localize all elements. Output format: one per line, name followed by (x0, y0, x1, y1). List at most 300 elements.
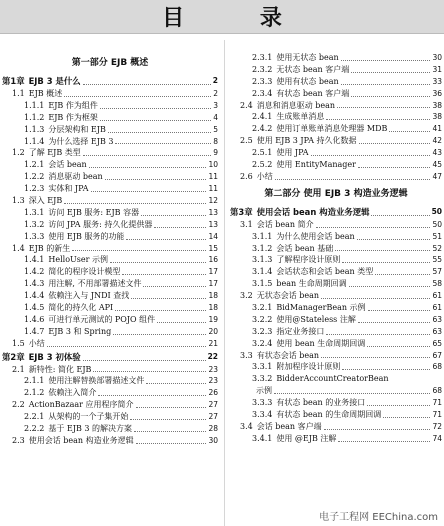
toc-entry[interactable] (2, 183, 218, 195)
toc-entry[interactable] (2, 243, 218, 255)
leader-dots (98, 395, 206, 396)
entry-number: 1.2.3 (24, 184, 45, 194)
toc-entry[interactable] (230, 243, 442, 255)
entry-title: 依赖注入与 JNDI 查找 (48, 291, 130, 301)
entry-title: 依赖注入简介 (48, 388, 97, 398)
entry-number: 1.4.2 (24, 267, 45, 277)
entry-title: 简化的持久化 API (48, 303, 114, 313)
toc-chapter[interactable] (2, 74, 218, 88)
entry-number: 1.5 (12, 338, 25, 348)
toc-entry[interactable] (2, 302, 218, 314)
entry-title: 指定业务接口 (276, 326, 325, 336)
toc-entry[interactable] (2, 207, 218, 219)
leader-dots (105, 179, 207, 180)
entry-number: 2.3.2 (252, 64, 273, 74)
page-number: 47 (432, 171, 442, 181)
page-number: 17 (208, 279, 218, 289)
entry-title: 使用 JPA (276, 148, 309, 158)
entry-title: EJB 3 初体验 (28, 351, 81, 362)
entry-number: 2.4.1 (252, 112, 273, 122)
leader-dots (91, 191, 207, 192)
entry-title: 使用注解替换部署描述文件 (48, 376, 145, 386)
toc-entry[interactable] (2, 219, 218, 231)
entry-number: 1.3.1 (24, 207, 45, 217)
entry-number: 2.2.1 (24, 412, 45, 422)
leader-dots (136, 407, 207, 408)
entry-number: 2.1 (12, 364, 25, 374)
leader-dots (341, 84, 431, 85)
leader-dots (359, 143, 431, 144)
page-number: 38 (432, 112, 442, 122)
page-number: 17 (208, 267, 218, 277)
part-title: 第二部分 使用 EJB 3 构造业务逻辑 (264, 188, 408, 199)
toc-entry[interactable] (2, 326, 218, 338)
leader-dots (341, 60, 431, 61)
entry-title: bean 生命周期回调 (276, 279, 347, 289)
leader-dots (324, 429, 431, 430)
entry-title: 会话 bean 简介 (256, 219, 314, 229)
entry-title: 有状态 bean 的业务接口 (276, 398, 366, 408)
toc-entry[interactable] (230, 159, 442, 171)
toc-chapter[interactable] (230, 205, 442, 219)
entry-number: 3.3.4 (252, 410, 273, 420)
leader-dots (357, 239, 431, 240)
page-number: 51 (432, 231, 442, 241)
page-number: 3 (213, 100, 218, 110)
toc-entry[interactable] (230, 397, 442, 409)
entry-number: 3.2.1 (252, 303, 273, 313)
toc-entry[interactable] (230, 147, 442, 159)
entry-title: ActionBazaar 应用程序简介 (28, 400, 134, 410)
page-number: 14 (208, 231, 218, 241)
leader-dots (383, 417, 430, 418)
page-number: 45 (432, 160, 442, 169)
entry-number: 2.5.1 (252, 148, 273, 158)
toc-entry[interactable] (2, 171, 218, 183)
entry-title: 会话 bean (48, 160, 87, 170)
toc-entry[interactable] (2, 423, 218, 435)
page-number: 15 (208, 243, 218, 253)
page-number: 30 (432, 52, 442, 62)
entry-number: 3.1.2 (252, 243, 273, 253)
page-number: 61 (432, 303, 442, 313)
toc-entry[interactable] (230, 350, 442, 362)
leader-dots (89, 167, 207, 168)
page-number: 71 (432, 398, 442, 408)
entry-number: 2.3 (12, 435, 25, 445)
page-number: 18 (208, 291, 218, 301)
column-divider (224, 40, 225, 526)
entry-number: 第3章 (230, 206, 253, 217)
entry-title: EJB 3 和 Spring (48, 326, 112, 336)
page-number: 68 (432, 386, 442, 396)
toc-entry[interactable] (230, 433, 442, 445)
entry-number: 2.4 (240, 100, 253, 110)
leader-dots (146, 383, 206, 384)
page-number: 13 (208, 207, 218, 217)
entry-title: 使用无状态 bean (276, 52, 339, 62)
entry-number: 3.3.3 (252, 398, 273, 408)
leader-dots (72, 250, 206, 251)
leader-dots (338, 441, 430, 442)
entry-title: 使用订单账单消息处理器 MDB (276, 124, 388, 134)
leader-dots (335, 250, 430, 251)
leader-dots (342, 262, 430, 263)
leader-dots (275, 179, 431, 180)
toc-entry[interactable] (230, 254, 442, 266)
page-number: 19 (208, 314, 218, 324)
leader-dots (326, 334, 430, 335)
entry-title: 使用 EntityManager (276, 160, 356, 169)
page-number: 71 (432, 410, 442, 420)
leader-dots (389, 131, 430, 132)
leader-dots (136, 443, 207, 444)
leader-dots (110, 262, 207, 263)
entry-number: 1.4.7 (24, 326, 45, 336)
entry-number: 第2章 (2, 351, 25, 362)
entry-number: 3.4.1 (252, 433, 273, 443)
page-number: 68 (432, 362, 442, 372)
entry-title: 使用 EJB 3 JPA 持久化数据 (256, 136, 357, 146)
toc-entry[interactable] (230, 314, 442, 326)
toc-entry[interactable] (230, 266, 442, 278)
entry-title: 用注解, 不用部署描述文件 (48, 279, 142, 289)
toc-entry[interactable] (230, 100, 442, 112)
toc-entry[interactable] (2, 399, 218, 411)
page-number: 2 (212, 76, 218, 85)
leader-dots (64, 203, 206, 204)
toc-entry[interactable] (230, 52, 442, 64)
leader-dots (154, 227, 206, 228)
toc-entry[interactable] (230, 219, 442, 231)
leader-dots (108, 132, 211, 133)
leader-dots (375, 274, 430, 275)
toc-entry[interactable] (2, 278, 218, 290)
entry-title: 消息驱动 bean (48, 172, 103, 182)
toc-entry[interactable] (2, 435, 218, 447)
entry-title: 有状态会话 bean (256, 350, 320, 360)
page-number: 23 (208, 364, 218, 374)
entry-title: 了解 EJB 类型 (28, 148, 81, 158)
page-number: 72 (432, 421, 442, 431)
page-number: 22 (207, 351, 218, 361)
toc-entry[interactable] (2, 387, 218, 399)
toc-entry[interactable] (2, 159, 218, 171)
entry-number: 1.2 (12, 148, 25, 158)
toc-entry[interactable] (2, 231, 218, 243)
leader-dots (83, 84, 211, 85)
entry-title: 访问 JPA 服务: 持久化提供器 (48, 219, 153, 229)
page-number: 21 (208, 338, 218, 348)
toc-entry[interactable] (2, 136, 218, 148)
toc-entry[interactable] (230, 361, 442, 373)
entry-number: 2.1.1 (24, 376, 45, 386)
page-number: 18 (208, 303, 218, 313)
page-number: 4 (213, 112, 218, 122)
entry-title: 示例 (256, 386, 272, 396)
page-number: 23 (208, 376, 218, 386)
leader-dots (371, 215, 429, 216)
leader-dots (321, 298, 430, 299)
entry-title: 访问 EJB 服务: EJB 容器 (48, 207, 140, 217)
entry-title: 使用 EJB 服务的功能 (48, 231, 125, 241)
toc-entry[interactable] (230, 385, 442, 397)
entry-number: 3.1.4 (252, 267, 273, 277)
leader-dots (122, 274, 206, 275)
leader-dots (113, 334, 206, 335)
entry-number: 1.1 (12, 88, 25, 98)
entry-title: 实体和 JPA (48, 184, 89, 194)
leader-dots (367, 405, 430, 406)
watermark: 电子工程网 EEChina.com (317, 508, 440, 523)
leader-dots (157, 322, 206, 323)
leader-dots (342, 369, 430, 370)
entry-number: 1.1.2 (24, 112, 45, 122)
entry-number: 1.4.4 (24, 291, 45, 301)
entry-number: 1.1.3 (24, 124, 45, 134)
toc-entry[interactable] (230, 64, 442, 76)
toc-entry[interactable] (230, 290, 442, 302)
entry-title: EJB 概述 (28, 88, 63, 98)
entry-title: 会话状态和会话 bean 类型 (276, 267, 374, 277)
page-number: 58 (432, 279, 442, 289)
entry-number: 3.1.1 (252, 231, 273, 241)
toc-entry[interactable] (2, 124, 218, 136)
page-number: 36 (432, 88, 442, 98)
entry-number: 1.4 (12, 243, 25, 253)
entry-title: 使用会话 bean 构造业务逻辑 (28, 435, 134, 445)
page-number: 26 (208, 388, 218, 398)
toc-entry[interactable] (2, 364, 218, 376)
leader-dots (130, 419, 206, 420)
page-number: 2 (213, 88, 218, 98)
entry-title: BidderAccountCreatorBean (276, 374, 389, 384)
leader-dots (115, 143, 211, 144)
entry-title: BidManagerBean 示例 (276, 303, 366, 313)
toc-entry[interactable] (2, 266, 218, 278)
leader-dots (64, 96, 211, 97)
entry-number: 3.3.2 (252, 374, 273, 384)
page-number: 43 (432, 148, 442, 158)
page-number: 30 (208, 435, 218, 445)
toc-entry[interactable] (230, 123, 442, 135)
toc-entry[interactable] (230, 421, 442, 433)
entry-number: 1.4.1 (24, 255, 45, 265)
entry-title: EJB 作为框架 (48, 112, 98, 122)
page-number: 33 (432, 76, 442, 86)
leader-dots (351, 72, 430, 73)
entry-number: 3.4 (240, 421, 253, 431)
page-number: 9 (213, 148, 218, 158)
entry-title: 消息和消息驱动 bean (256, 100, 336, 110)
entry-number: 3.2.4 (252, 338, 273, 348)
entry-number: 2.4.2 (252, 124, 273, 134)
entry-number: 1.4.3 (24, 279, 45, 289)
leader-dots (367, 346, 430, 347)
entry-number: 3.3 (240, 350, 253, 360)
page-number: 63 (432, 326, 442, 336)
page-number: 8 (213, 136, 218, 146)
toc-entry[interactable] (2, 375, 218, 387)
leader-dots (131, 298, 206, 299)
leader-dots (316, 227, 431, 228)
page-number: 27 (208, 412, 218, 422)
toc-entry[interactable] (2, 254, 218, 266)
toc-entry[interactable] (230, 135, 442, 147)
toc-entry[interactable] (2, 147, 218, 159)
page-number: 50 (431, 206, 442, 216)
toc-entry[interactable] (2, 100, 218, 112)
entry-title: 简化的程序设计模型 (48, 267, 121, 277)
entry-title: 新特性: 简化 EJB (28, 364, 92, 374)
toc-entry[interactable] (2, 411, 218, 423)
leader-dots (311, 155, 431, 156)
entry-title: 小结 (256, 171, 273, 181)
entry-number: 3.2.2 (252, 314, 273, 324)
entry-number: 第1章 (2, 76, 25, 86)
entry-title: EJB 作为组件 (48, 100, 98, 110)
entry-number: 2.5.2 (252, 160, 273, 169)
toc-entry[interactable] (230, 111, 442, 123)
entry-title: 分层架构和 EJB (48, 124, 106, 134)
entry-title: 有状态 bean 客户端 (276, 88, 350, 98)
leader-dots (349, 286, 431, 287)
leader-dots (47, 346, 207, 347)
leader-dots (141, 215, 206, 216)
part-title: 第一部分 EJB 概述 (71, 58, 149, 68)
leader-dots (83, 360, 206, 361)
toc-entry[interactable] (2, 195, 218, 207)
entry-title: 会话 bean 基础 (276, 243, 334, 253)
entry-title: 使用 @EJB 注解 (276, 433, 337, 443)
page-number: 50 (432, 219, 442, 229)
page-number: 27 (208, 400, 218, 410)
entry-number: 1.1.4 (24, 136, 45, 146)
page-number: 11 (208, 172, 218, 182)
entry-number: 3.3.1 (252, 362, 273, 372)
toc-entry[interactable] (230, 231, 442, 243)
entry-title: 为什么使用会话 bean (276, 231, 355, 241)
page-number: 52 (432, 243, 442, 253)
leader-dots (83, 155, 211, 156)
toc-entry[interactable] (230, 409, 442, 421)
toc-part-heading[interactable] (230, 183, 442, 205)
entry-title: 从架构的一个子集开始 (48, 412, 129, 422)
page-number: 28 (208, 424, 218, 434)
entry-number: 1.2.1 (24, 160, 45, 170)
entry-number: 1.4.6 (24, 314, 45, 324)
entry-number: 1.3.2 (24, 219, 45, 229)
page-number: 74 (432, 433, 442, 443)
page-number: 13 (208, 219, 218, 229)
entry-title: HelloUser 示例 (48, 255, 108, 265)
toc-entry[interactable] (2, 112, 218, 124)
entry-title: 小结 (28, 338, 45, 348)
leader-dots (358, 322, 431, 323)
entry-title: EJB 的新生 (28, 243, 71, 253)
toc-entry[interactable] (230, 76, 442, 88)
leader-dots (368, 310, 431, 311)
page-number: 67 (432, 350, 442, 360)
entry-title: 可进行单元测试的 POJO 组件 (48, 314, 156, 324)
entry-title: 使用有状态 bean (276, 76, 339, 86)
toc-entry[interactable] (2, 88, 218, 100)
entry-number: 1.1.1 (24, 100, 45, 110)
entry-number: 2.3.3 (252, 76, 273, 86)
leader-dots (134, 431, 206, 432)
toc-left-column (2, 52, 218, 447)
toc-entry[interactable] (2, 290, 218, 302)
entry-title: 使用 bean 生命周期回调 (276, 338, 366, 348)
toc-entry[interactable] (2, 338, 218, 350)
page-number: 61 (432, 291, 442, 301)
toc-chapter[interactable] (2, 350, 218, 364)
page-number: 41 (432, 124, 442, 134)
page-number: 63 (432, 314, 442, 324)
page-number: 57 (432, 267, 442, 277)
toc-part-heading[interactable] (2, 52, 218, 74)
entry-number: 2.6 (240, 171, 253, 181)
toc-entry[interactable] (230, 302, 442, 314)
entry-title: 会话 bean 客户端 (256, 421, 322, 431)
page-number: 16 (208, 255, 218, 265)
entry-title: 使用会话 bean 构造业务逻辑 (256, 206, 370, 217)
toc-entry[interactable] (230, 326, 442, 338)
toc-entry[interactable] (230, 171, 442, 183)
toc-entry[interactable] (230, 338, 442, 350)
leader-dots (143, 286, 206, 287)
page-number: 20 (208, 326, 218, 336)
leader-dots (115, 310, 206, 311)
toc-entry[interactable] (2, 314, 218, 326)
entry-title: 附加程序设计原则 (276, 362, 341, 372)
entry-number: 3.1 (240, 219, 253, 229)
entry-number: 3.1.5 (252, 279, 273, 289)
toc-right-column (230, 52, 442, 445)
entry-title: 深入 EJB (28, 196, 63, 205)
page-number: 5 (213, 124, 218, 134)
entry-number: 3.2 (240, 291, 253, 301)
leader-dots (358, 167, 430, 168)
entry-number: 1.4.5 (24, 303, 45, 313)
toc-entry[interactable] (230, 278, 442, 290)
entry-number: 2.2 (12, 400, 25, 410)
leader-dots (274, 393, 430, 394)
page-title: 目 录 (0, 0, 444, 34)
entry-title: 无状态会话 bean (256, 291, 320, 301)
toc-entry[interactable] (230, 373, 442, 385)
entry-title: 了解程序设计原则 (276, 255, 341, 265)
entry-number: 1.3 (12, 196, 25, 205)
entry-number: 2.5 (240, 136, 253, 146)
entry-title: 无状态 bean 客户端 (276, 64, 350, 74)
entry-title: 有状态 bean 的生命周期回调 (276, 410, 382, 420)
entry-title: EJB 3 是什么 (28, 76, 81, 86)
leader-dots (93, 371, 206, 372)
page-number: 10 (208, 160, 218, 170)
page-number: 11 (208, 184, 218, 194)
entry-title: 为什么选择 EJB 3 (48, 136, 114, 146)
entry-number: 2.1.2 (24, 388, 45, 398)
leader-dots (100, 120, 211, 121)
page-number: 12 (208, 196, 218, 205)
toc-entry[interactable] (230, 88, 442, 100)
entry-title: 使用@Stateless 注解 (276, 314, 356, 324)
leader-dots (100, 108, 211, 109)
entry-title: 基于 EJB 3 的解决方案 (48, 424, 133, 434)
entry-title: 生成账单消息 (276, 112, 325, 122)
leader-dots (321, 357, 430, 358)
